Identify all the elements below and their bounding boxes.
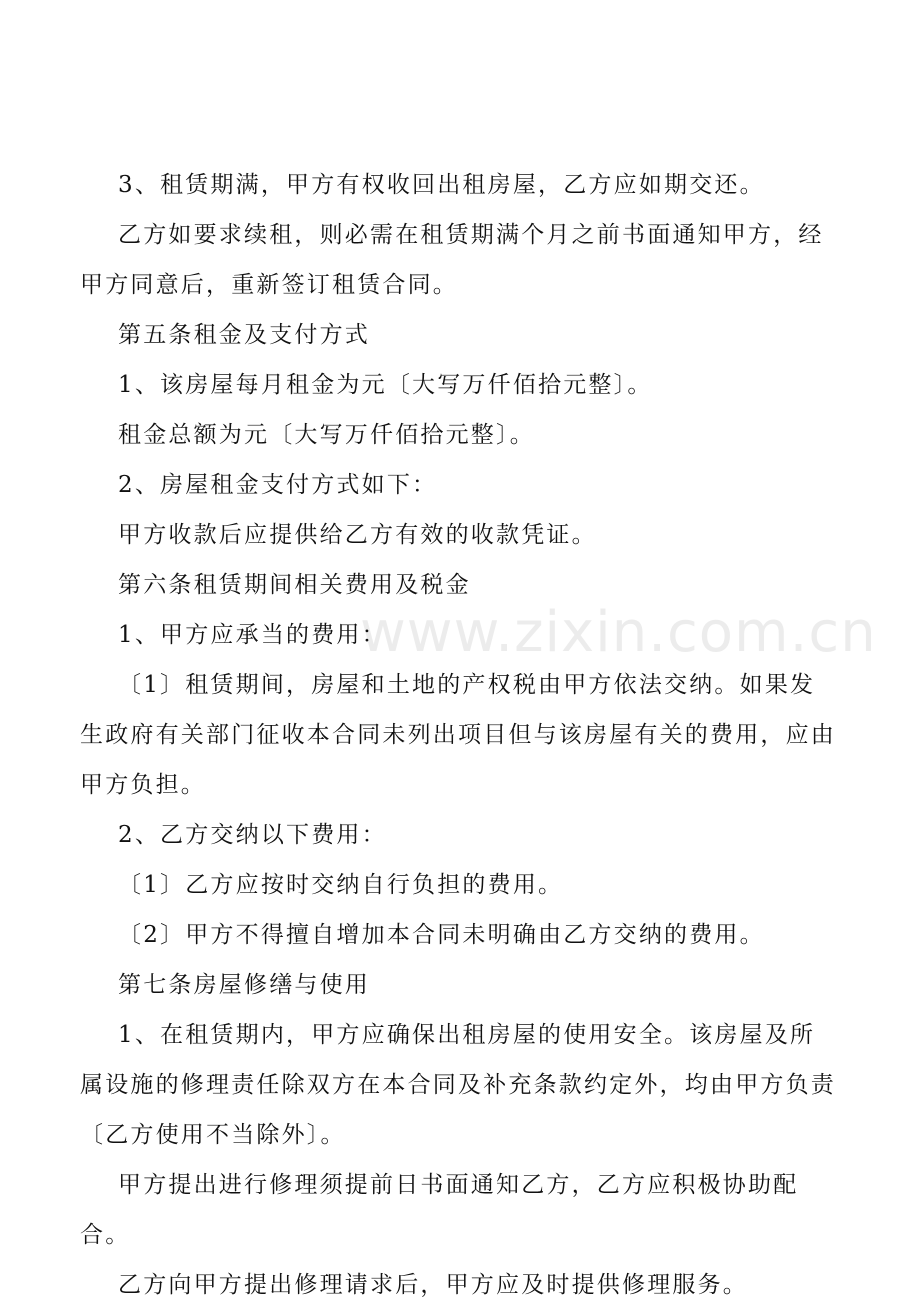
document-body: [80, 160, 840, 1310]
section-heading-article-7: 第七条房屋修缮与使用: [118, 972, 370, 998]
paragraph-b-pay-on-time: 〔1〕乙方应按时交纳自行负担的费用。: [118, 872, 564, 898]
paragraph-repair-notice: 甲方提出进行修理须提前日书面通知乙方，乙方应积极协助配合。: [80, 1172, 799, 1248]
paragraph-renewal: 乙方如要求续租，则必需在租赁期满个月之前书面通知甲方，经甲方同意后，重新签订租赁合同。: [80, 222, 824, 298]
paragraph-property-tax: 〔1〕租赁期间，房屋和土地的产权税由甲方依法交纳。如果发生政府有关部门征收本合同未列出项目但与该房屋有关的费用，应由甲方负担。: [80, 672, 836, 798]
paragraph-total-rent: 租金总额为元〔大写万仟佰拾元整〕。: [118, 422, 535, 448]
paragraph-party-b-fees: 2、乙方交纳以下费用：: [118, 822, 387, 848]
section-heading-article-5: 第五条租金及支付方式: [118, 322, 370, 348]
paragraph-party-a-fees: 1、甲方应承当的费用：: [118, 622, 387, 648]
paragraph-repair-request: 乙方向甲方提出修理请求后，甲方应及时提供修理服务。: [118, 1272, 748, 1298]
paragraph-safety-repair: 1、在租赁期内，甲方应确保出租房屋的使用安全。该房屋及所属设施的修理责任除双方在本合同及补充条款约定外，均由甲方负责〔乙方使用不当除外〕。: [80, 1022, 836, 1148]
watermark: www.zixin.com.cn: [360, 600, 877, 665]
paragraph-lease-expiry: 3、租赁期满，甲方有权收回出租房屋，乙方应如期交还。: [118, 172, 765, 198]
paragraph-monthly-rent: 1、该房屋每月租金为元〔大写万仟佰拾元整〕。: [118, 372, 653, 398]
paragraph-no-extra-fees: 〔2〕甲方不得擅自增加本合同未明确由乙方交纳的费用。: [118, 922, 765, 948]
section-heading-article-6: 第六条租赁期间相关费用及税金: [118, 572, 471, 598]
paragraph-receipt: 甲方收款后应提供给乙方有效的收款凭证。: [118, 522, 597, 548]
paragraph-payment-method: 2、房屋租金支付方式如下：: [118, 472, 438, 498]
